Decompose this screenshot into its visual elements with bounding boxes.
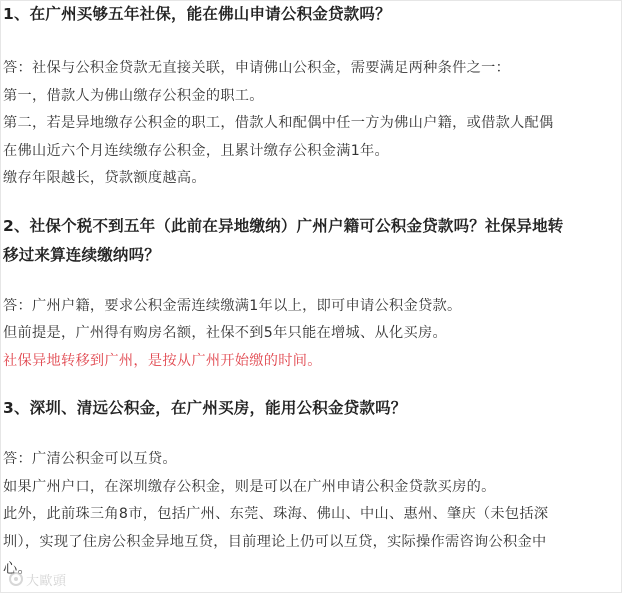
answer-1-line-2: 第一，借款人为佛山缴存公积金的职工。 [3,87,264,104]
answer-2-highlight: 社保异地转移到广州，是按从广州开始缴的时间。 [3,352,322,369]
question-2-heading-line-2: 移过来算连续缴纳吗？ [3,245,161,264]
watermark-text: 大歐頭 [26,573,67,589]
question-2-heading-line-1: 2、社保个税不到五年（此前在异地缴纳）广州户籍可公积金贷款吗？社保异地转 [3,216,564,235]
question-1-heading: 1、在广州买够五年社保，能在佛山申请公积金贷款吗？ [3,5,391,23]
answer-3-line-4: 圳），实现了住房公积金异地互贷，目前理论上仍可以互贷，实际操作需咨询公积金中 [3,533,547,550]
answer-3-line-1: 答：广清公积金可以互贷。 [3,451,177,467]
answer-1-line-1: 答：社保与公积金贷款无直接关联，申请佛山公积金，需要满足两种条件之一： [3,60,511,76]
article-body [3,0,615,584]
answer-3-line-5: 心。 [3,561,32,577]
answer-3-line-3: 此外，此前珠三角8市，包括广州、东莞、珠海、佛山、中山、惠州、肇庆（未包括深 [3,506,549,522]
answer-2-line-2: 但前提是，广州得有购房名额，社保不到5年只能在增城、从化买房。 [3,325,447,341]
answer-1-line-5: 缴存年限越长，贷款额度越高。 [3,170,206,186]
answer-2-line-1: 答：广州户籍，要求公积金需连续缴满1年以上，即可申请公积金贷款。 [3,297,462,314]
watermark [9,568,67,590]
answer-1-line-4: 在佛山近六个月连续缴存公积金，且累计缴存公积金满1年。 [3,142,390,159]
answer-1-line-3: 第二，若是异地缴存公积金的职工，借款人和配偶中任一方为佛山户籍，或借款人配偶 [3,115,554,131]
watermark-logo-icon [9,572,23,586]
answer-3-line-2: 如果广州户口，在深圳缴存公积金，则是可以在广州申请公积金贷款买房的。 [3,478,496,495]
question-3-heading: 3、深圳、清远公积金，在广州买房，能用公积金贷款吗？ [3,399,407,417]
